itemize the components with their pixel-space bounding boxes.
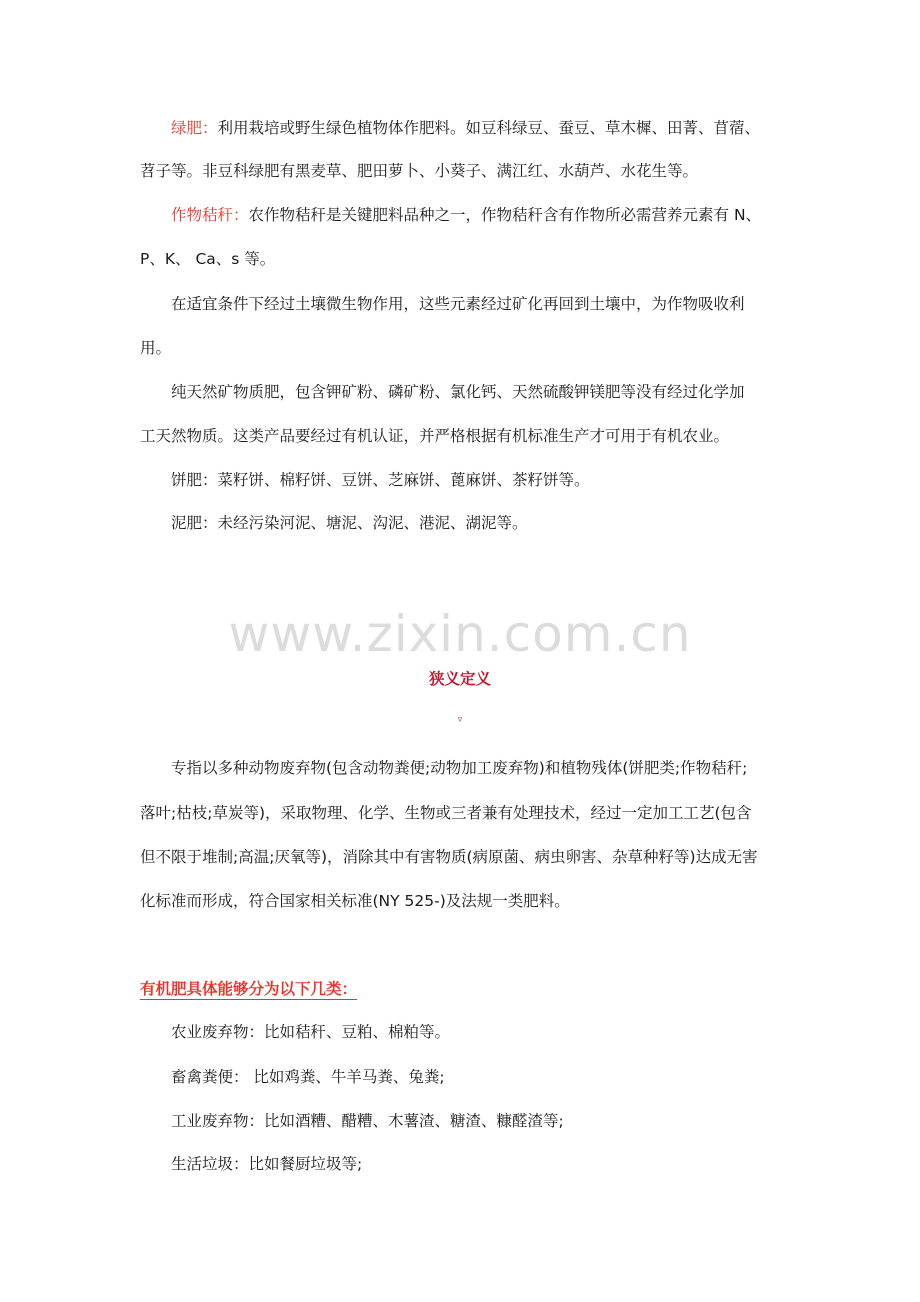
mud-fertilizer-line: 泥肥：未经污染河泥、塘泥、沟泥、港泥、湖泥等。 (171, 514, 528, 532)
watermark: www.zixin.com.cn (228, 605, 692, 663)
straw-line-1 (171, 205, 761, 225)
cake-fertilizer-line: 饼肥：菜籽饼、棉籽饼、豆饼、芝麻饼、蓖麻饼、茶籽饼等。 (171, 471, 590, 489)
category-item: 畜禽粪便： 比如鸡粪、牛羊马粪、兔粪; (171, 1068, 445, 1086)
green-manure-line-2: 苕子等。非豆科绿肥有黑麦草、肥田萝卜、小葵子、满江红、水葫芦、水花生等。 (140, 162, 699, 180)
category-item: 农业废弃物：比如秸秆、豆粕、棉粕等。 (171, 1023, 451, 1041)
categories-title: 有机肥具体能够分为以下几类： (140, 980, 358, 998)
category-item: 生活垃圾：比如餐厨垃圾等; (171, 1155, 363, 1173)
conditions-line-1: 在适宜条件下经过土壤微生物作用，这些元素经过矿化再回到土壤中，为作物吸收利 (171, 295, 745, 313)
definition-line-3: 但不限于堆制;高温;厌氧等)，消除其中有害物质(病原菌、病虫卵害、杂草种籽等)达成无害 (140, 848, 758, 866)
category-item: 工业废弃物：比如酒糟、醋糟、木薯渣、糖渣、糠醛渣等; (171, 1112, 564, 1130)
definition-line-2: 落叶;枯枝;草炭等)，采取物理、化学、生物或三者兼有处理技术，经过一定加工工艺(包含 (140, 804, 752, 822)
minerals-line-1: 纯天然矿物质肥，包含钾矿粉、磷矿粉、氯化钙、天然硫酸钾镁肥等没有经过化学加 (171, 383, 745, 401)
straw-line-2: P、K、 Ca、s 等。 (140, 250, 276, 268)
straw-text-1: 农作物秸秆是关键肥料品种之一，作物秸秆含有作物所必需营养元素有 N、 (248, 206, 762, 224)
triangle-down-icon: ▿ (457, 715, 463, 725)
definition-line-4: 化标准而形成，符合国家相关标准(NY 525-)及法规一类肥料。 (140, 892, 570, 910)
minerals-line-2: 工天然物质。这类产品要经过有机认证，并严格根据有机标准生产才可用于有机农业。 (140, 427, 730, 445)
green-manure-label: 绿肥： (171, 119, 218, 137)
green-manure-line-1 (171, 118, 760, 138)
green-manure-text-1: 利用栽培或野生绿色植物体作肥料。如豆科绿豆、蚕豆、草木樨、田菁、苜蓿、 (217, 119, 761, 137)
conditions-line-2: 用。 (140, 339, 172, 357)
narrow-definition-heading: 狭义定义 (428, 670, 491, 688)
definition-line-1: 专指以多种动物废弃物(包含动物粪便;动物加工废弃物)和植物残体(饼肥类;作物秸秆; (171, 759, 748, 777)
straw-label: 作物秸秆： (171, 206, 249, 224)
